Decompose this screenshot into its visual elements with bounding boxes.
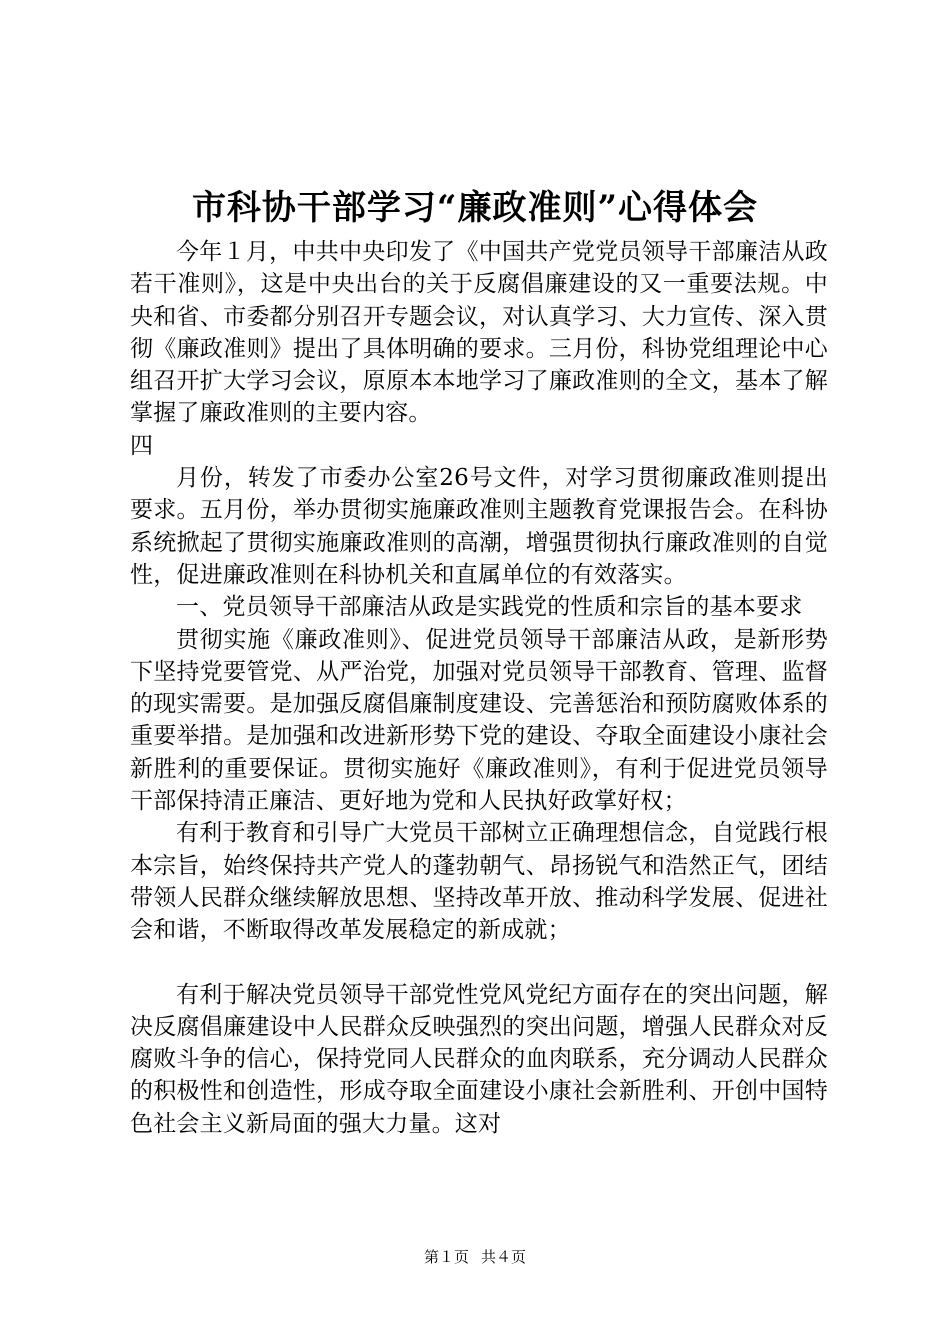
page-number-total: 共４页	[481, 1248, 527, 1266]
document-title: 市科协干部学习“廉政准则”心得体会	[191, 188, 759, 228]
paragraph-education: 有利于教育和引导广大党员干部树立正确理想信念，自觉践行根本宗旨，始终保持共产党人的蓬勃朝气、昂扬锐气和浩然正气，团结带领人民群众继续解放思想、坚持改革开放、推动科学发展、促进社会和谐，不断取得改革发展稳定的新成就；	[130, 820, 828, 944]
paragraph-intro: 今年１月，中共中央印发了《中国共产党党员领导干部廉洁从政若干准则》，这是中央出台的关于反腐倡廉建设的又一重要法规。中央和省、市委都分别召开专题会议，对认真学习、大力宣传、深入贯彻《廉政准则》提出了具体明确的要求。三月份，科协党组理论中心组召开扩大学习会议，原原本本地学习了廉政准则的全文，基本了解掌握了廉政准则的主要内容。	[130, 239, 828, 427]
paragraph-problems: 有利于解决党员领导干部党性党风党纪方面存在的突出问题，解决反腐倡廉建设中人民群众反映强烈的突出问题，增强人民群众对反腐败斗争的信心，保持党同人民群众的血肉联系，充分调动人民群众的积极性和创造性，形成夺取全面建设小康社会新胜利、开创中国特色社会主义新局面的强大力量。这对	[130, 981, 828, 1137]
document-body	[130, 236, 828, 1140]
paragraph-april: 月份，转发了市委办公室26号文件，对学习贯彻廉政准则提出要求。五月份，举办贯彻实施廉政准则主题教育党课报告会。在科协系统掀起了贯彻实施廉政准则的高潮，增强贯彻执行廉政准则的自觉性，促进廉政准则在科协机关和直属单位的有效落实。	[130, 465, 828, 588]
blank-line	[130, 947, 828, 979]
paragraph-fragment: 四	[130, 432, 154, 459]
page-footer	[0, 1247, 950, 1267]
page-number-current: 第１页	[423, 1248, 469, 1266]
paragraph-significance: 贯彻实施《廉政准则》、促进党员领导干部廉洁从政，是新形势下坚持党要管党、从严治党，加强对党员领导干部教育、管理、监督的现实需要。是加强反腐倡廉制度建设、完善惩治和预防腐败体系的重要举措。是加强和改进新形势下党的建设、夺取全面建设小康社会新胜利的重要保证。贯彻实施好《廉政准则》，有利于促进党员领导干部保持清正廉洁、更好地为党和人民执好政掌好权；	[130, 626, 828, 815]
section-heading-1: 一、党员领导干部廉洁从政是实践党的性质和宗旨的基本要求	[176, 594, 803, 621]
